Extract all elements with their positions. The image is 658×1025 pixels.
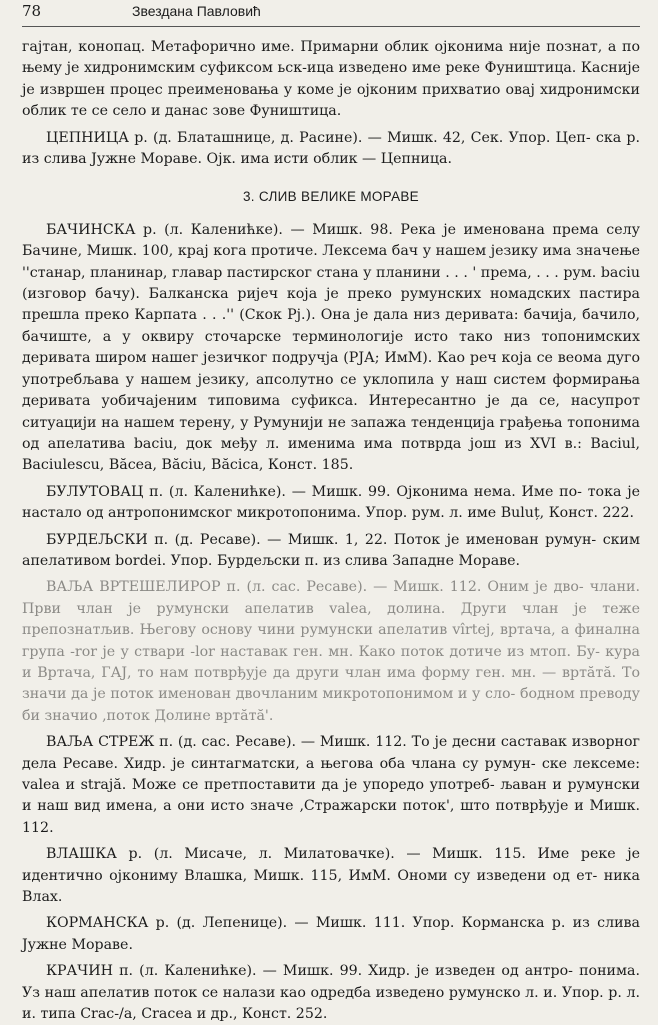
- text-line: тока је настало од антропонимског микротопонима. Упор. рум. л. име Buluț,: [22, 483, 640, 522]
- text-line: Конст. 222.: [548, 505, 635, 522]
- page-body: [22, 37, 640, 1025]
- text-line: Касније је извршен процес преименовања у коме је ојконим прихватио овај: [22, 60, 640, 98]
- text-line: која се веома дуго употребљава у нашем језику, апсолутно се уклопила у: [22, 350, 640, 388]
- dictionary-entry: [22, 577, 640, 727]
- text-line: ске лексеме: valea и strajă. Може се претпоставити да је упоредо употреб-: [22, 755, 640, 793]
- text-line: из XVI в.: Baciul, Baciulescu, Băcea, Băciu, Băcica, Конст. 185.: [22, 435, 640, 474]
- text-line: ВАЉА СТРЕЖ п. (д. сас. Ресаве). — Мишк. 112. То је десни саставак: [46, 734, 567, 751]
- dictionary-entry: [22, 913, 640, 956]
- text-line: БУРДЕЉСКИ п. (д. Ресаве). — Мишк. 1, 22. Поток је именован румун-: [46, 531, 597, 548]
- text-line: понима. Уз наш апелатив поток се налази као одредба изведено румунско: [22, 963, 640, 1001]
- text-line: изворног дела Ресаве. Хидр. је синтагматски, а његова оба члана су румун-: [22, 734, 640, 772]
- dictionary-entry: [22, 844, 640, 908]
- text-line: бачија, бачило, бачиште, а у оквиру сточарске терминологије исто тако низ: [22, 307, 640, 345]
- running-title: Звездана Павловић: [132, 3, 261, 19]
- dictionary-entry: [22, 482, 640, 525]
- text-line: ским апелативом bordei. Упор. Бурдељски п. из слива Западне Мораве.: [22, 531, 640, 569]
- text-line: кура и Вртача, ГАЈ, то нам потврђује да други члан има форму ген. мн. —: [22, 643, 640, 681]
- dictionary-entry: [22, 530, 640, 573]
- text-line: селу Бачине, Мишк. 100, крај кога протиче. Лексема бач у нашем језику има: [22, 221, 640, 260]
- text-line: идентично ојкониму Влашка, Мишк. 115, ИмМ. Ономи су изведени од ет-: [22, 867, 598, 884]
- text-line: ВАЉА ВРТЕШЕЛИРОР п. (л. сас. Ресаве). — Мишк. 112. Оним је дво-: [46, 579, 584, 596]
- text-line: значење ''станар, планинар, главар пастирског стана у планини . . . ' према, . . .: [22, 243, 640, 281]
- text-line: пастира прешла преко Карпата . . .'' (Скок Рј.). Она је дала низ деривата:: [22, 286, 640, 324]
- text-line: група -ror је у ствари -lor наставак ген. мн. Како поток дотиче из мтоп. Бу-: [22, 643, 600, 660]
- page-number: 78: [22, 2, 42, 20]
- text-line: БУЛУТОВАЦ п. (л. Каленићке). — Мишк. 99. Ојконима нема. Име по-: [46, 483, 582, 500]
- text-line: хидронимски облик те се село и данас зове Фуништица.: [22, 81, 640, 120]
- entries: [22, 220, 640, 1025]
- text-line: ВЛАШКА р. (л. Мисаче, л. Милатовачке). — Мишк. 115. Име реке је: [46, 846, 640, 863]
- text-line: је да се, насупрот ситуацији на нашем терену, у Румунији не запажа тенденција: [22, 393, 640, 431]
- text-line: грађења топонима од апелатива baciu, док међу л. именима има потврда још: [22, 414, 640, 452]
- text-line: КРАЧИН п. (л. Каленићке). — Мишк. 99. Хидр. је изведен од антро-: [46, 963, 573, 980]
- text-line: гајтан, конопац. Метафорично име. Примарни облик ојконима није познат, а: [22, 39, 617, 55]
- text-line: наш систем формирања деривата уобичајеним типовима суфикса. Интересантно: [22, 371, 640, 410]
- dictionary-entry: [22, 128, 640, 171]
- text-line: БАЧИНСКА р. (л. Каленићке). — Мишк. 98. Река је именована према: [46, 221, 599, 238]
- text-line: ска р. из слива Јужне Мораве. Ојк. има исти облик — Цепница.: [22, 129, 641, 168]
- running-head: [22, 0, 640, 27]
- text-line: што потврђује и Мишк. 112.: [22, 798, 640, 836]
- section-heading: 3. СЛИВ ВЕЛИКЕ МОРАВЕ: [243, 189, 419, 205]
- text-line: рум. baciu (изговор бачу). Балканска ријеч која је преко румунских номадских: [22, 264, 640, 303]
- text-line: бодном преводу би значио ‚поток Долине вртăтă'.: [22, 686, 640, 724]
- text-line: вртăтă. То значи да је поток именован двочланим микротопонимом и у сло-: [22, 664, 640, 703]
- text-line: ЦЕПНИЦА р. (д. Блаташнице, д. Расине). — Мишк. 42, Сек. Упор. Цеп-: [46, 129, 591, 146]
- text-line: КОРМАНСКА р. (д. Лепенице). — Мишк. 111. Упор. Корманска р. из: [46, 915, 590, 932]
- intro-paragraph: [22, 37, 640, 123]
- text-line: по њему је хидронимским суфиксом ьск-ица изведено име реке Фуништица.: [22, 39, 640, 77]
- dictionary-entry: [22, 732, 640, 839]
- text-line: топонимских деривата широм нашег језичког подручја (РЈА; ИмМ). Као реч: [22, 328, 640, 367]
- text-line: љаван и румунски и наш вид имена, а они исто значе ‚Стражарски поток',: [22, 777, 640, 815]
- text-line: препознатљив. Његову основу чини румунски апелатив vîrtej, вртача, а финална: [22, 622, 640, 639]
- text-line: ника Влах.: [22, 867, 641, 906]
- dictionary-entry: [22, 961, 640, 1025]
- text-line: члани. Први члан је румунски апелатив valea, долина. Други члан је теже: [22, 579, 640, 617]
- top-entries: [22, 128, 640, 171]
- text-line: л. и. Упор. р. л. и. типа Crac-/a, Cracea и др., Конст. 252.: [22, 984, 641, 1023]
- text-line: слива Јужне Мораве.: [22, 915, 640, 953]
- dictionary-entry: [22, 220, 640, 477]
